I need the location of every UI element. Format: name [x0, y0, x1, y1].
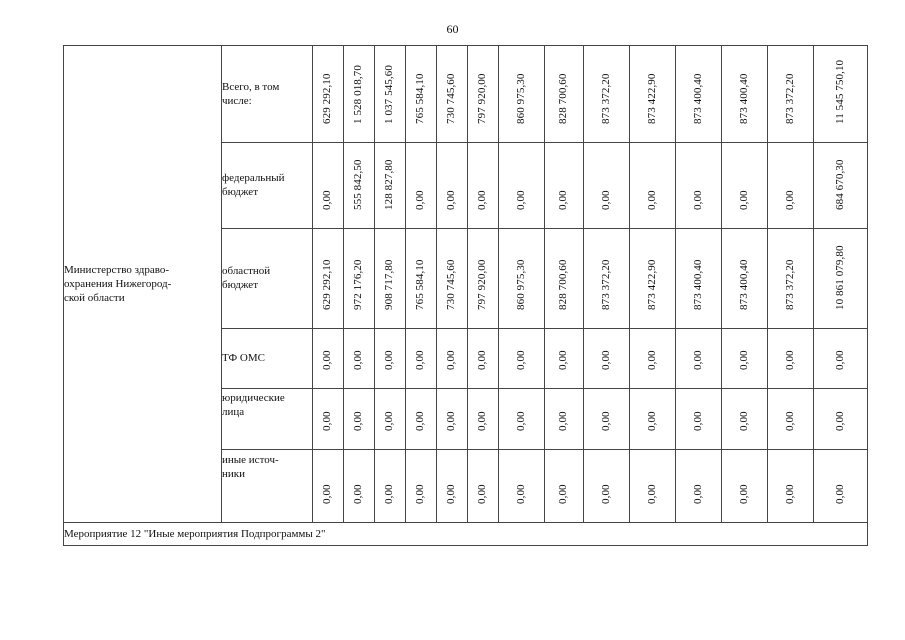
value-cell: [468, 450, 499, 523]
value-cell: [344, 143, 375, 229]
amount-value: 0,00: [783, 190, 796, 210]
value-cell: [630, 450, 676, 523]
value-cell: [313, 450, 344, 523]
amount-value: 0,00: [691, 411, 704, 431]
value-cell: [468, 46, 499, 143]
source-label: областной: [222, 265, 271, 277]
value-cell: [584, 229, 630, 329]
value-cell: [468, 229, 499, 329]
value-cell: [722, 389, 768, 450]
activity-footer: Мероприятие 12 "Иные мероприятия Подпрограммы 2": [64, 523, 868, 546]
value-cell: [437, 450, 468, 523]
value-cell: [375, 389, 406, 450]
amount-value: 0,00: [476, 411, 488, 431]
amount-value: 0,00: [645, 411, 658, 431]
amount-value: 0,00: [514, 411, 527, 431]
amount-value: 0,00: [414, 190, 426, 210]
amount-value: 0,00: [645, 484, 658, 504]
amount-value: 1 037 545,60: [383, 65, 395, 124]
source-cell: [222, 389, 313, 450]
value-cell: [814, 450, 868, 523]
amount-value: 730 745,60: [445, 73, 457, 124]
amount-value: 0,00: [321, 484, 333, 504]
value-cell: [344, 46, 375, 143]
value-cell: [768, 389, 814, 450]
value-cell: [814, 46, 868, 143]
amount-value: 0,00: [445, 190, 457, 210]
amount-value: 0,00: [833, 350, 846, 370]
value-cell: [768, 143, 814, 229]
value-cell: [437, 46, 468, 143]
amount-value: 873 400,40: [737, 73, 750, 124]
amount-value: 873 372,20: [783, 259, 796, 310]
amount-value: 0,00: [599, 411, 612, 431]
amount-value: 555 842,50: [352, 159, 364, 210]
amount-value: 0,00: [476, 350, 488, 370]
amount-value: 0,00: [557, 350, 569, 370]
amount-value: 0,00: [737, 190, 750, 210]
value-cell: [344, 450, 375, 523]
amount-value: 0,00: [783, 411, 796, 431]
value-cell: [545, 389, 584, 450]
value-cell: [406, 450, 437, 523]
value-cell: [630, 329, 676, 389]
source-cell: [222, 46, 313, 143]
value-cell: [584, 143, 630, 229]
value-cell: [406, 229, 437, 329]
amount-value: 10 861 079,80: [833, 245, 846, 310]
amount-value: 873 372,20: [599, 73, 612, 124]
amount-value: 828 700,60: [557, 73, 569, 124]
source-label: федеральный: [222, 172, 285, 184]
amount-value: 0,00: [833, 484, 846, 504]
source-label: числе:: [222, 95, 252, 107]
organization-cell: [64, 46, 222, 523]
value-cell: [313, 329, 344, 389]
amount-value: 629 292,10: [321, 259, 333, 310]
value-cell: [584, 329, 630, 389]
value-cell: [375, 229, 406, 329]
amount-value: 873 422,90: [645, 73, 658, 124]
amount-value: 0,00: [352, 350, 364, 370]
value-cell: [406, 143, 437, 229]
value-cell: [344, 329, 375, 389]
amount-value: 11 545 750,10: [833, 59, 846, 124]
value-cell: [313, 46, 344, 143]
amount-value: 128 827,80: [383, 159, 395, 210]
amount-value: 873 400,40: [691, 259, 704, 310]
value-cell: [468, 143, 499, 229]
source-cell: [222, 143, 313, 229]
value-cell: [584, 46, 630, 143]
source-label: юридические: [222, 392, 285, 404]
source-label: иные источ-: [222, 454, 279, 466]
amount-value: 0,00: [737, 350, 750, 370]
page-number: 60: [446, 22, 459, 36]
value-cell: [499, 450, 545, 523]
amount-value: 873 400,40: [691, 73, 704, 124]
amount-value: 0,00: [599, 350, 612, 370]
source-label: лица: [222, 406, 245, 418]
value-cell: [375, 143, 406, 229]
value-cell: [768, 329, 814, 389]
amount-value: 860 975,30: [514, 259, 527, 310]
organization-line: охранения Нижегород-: [64, 278, 172, 290]
amount-value: 0,00: [476, 190, 488, 210]
value-cell: [676, 450, 722, 523]
value-cell: [545, 450, 584, 523]
amount-value: 0,00: [645, 190, 658, 210]
amount-value: 0,00: [514, 190, 527, 210]
source-label: бюджет: [222, 186, 258, 198]
amount-value: 0,00: [321, 350, 333, 370]
value-cell: [375, 329, 406, 389]
amount-value: 0,00: [557, 484, 569, 504]
amount-value: 0,00: [691, 190, 704, 210]
value-cell: [722, 450, 768, 523]
value-cell: [437, 229, 468, 329]
value-cell: [468, 329, 499, 389]
amount-value: 0,00: [557, 190, 569, 210]
amount-value: 0,00: [783, 484, 796, 504]
value-cell: [768, 450, 814, 523]
amount-value: 0,00: [737, 484, 750, 504]
value-cell: [676, 229, 722, 329]
amount-value: 0,00: [383, 411, 395, 431]
value-cell: [313, 143, 344, 229]
amount-value: 0,00: [833, 411, 846, 431]
amount-value: 0,00: [599, 484, 612, 504]
amount-value: 908 717,80: [383, 259, 395, 310]
amount-value: 0,00: [383, 350, 395, 370]
amount-value: 873 400,40: [737, 259, 750, 310]
amount-value: 0,00: [414, 484, 426, 504]
amount-value: 972 176,20: [352, 259, 364, 310]
amount-value: 0,00: [737, 411, 750, 431]
value-cell: [630, 229, 676, 329]
value-cell: [499, 389, 545, 450]
source-cell: [222, 329, 313, 389]
value-cell: [584, 389, 630, 450]
value-cell: [499, 143, 545, 229]
value-cell: [768, 46, 814, 143]
value-cell: [499, 229, 545, 329]
value-cell: [375, 450, 406, 523]
amount-value: 0,00: [599, 190, 612, 210]
value-cell: [722, 229, 768, 329]
amount-value: 765 584,10: [414, 259, 426, 310]
value-cell: [344, 389, 375, 450]
amount-value: 0,00: [321, 411, 333, 431]
source-label: ники: [222, 468, 246, 480]
value-cell: [468, 389, 499, 450]
source-cell: [222, 450, 313, 523]
amount-value: 0,00: [557, 411, 569, 431]
value-cell: [814, 229, 868, 329]
amount-value: 0,00: [691, 350, 704, 370]
amount-value: 873 372,20: [599, 259, 612, 310]
amount-value: 873 422,90: [645, 259, 658, 310]
value-cell: [313, 389, 344, 450]
amount-value: 0,00: [383, 484, 395, 504]
amount-value: 797 920,00: [476, 73, 488, 124]
value-cell: [344, 229, 375, 329]
table-row: [64, 523, 868, 546]
amount-value: 0,00: [514, 484, 527, 504]
value-cell: [630, 389, 676, 450]
value-cell: [545, 229, 584, 329]
value-cell: [630, 46, 676, 143]
value-cell: [437, 389, 468, 450]
value-cell: [814, 329, 868, 389]
value-cell: [722, 143, 768, 229]
value-cell: [545, 46, 584, 143]
value-cell: [676, 329, 722, 389]
amount-value: 0,00: [352, 411, 364, 431]
value-cell: [499, 46, 545, 143]
source-cell: [222, 229, 313, 329]
amount-value: 0,00: [321, 190, 333, 210]
value-cell: [630, 143, 676, 229]
amount-value: 828 700,60: [557, 259, 569, 310]
amount-value: 0,00: [352, 484, 364, 504]
budget-table: [63, 45, 868, 546]
amount-value: 1 528 018,70: [352, 65, 364, 124]
value-cell: [545, 143, 584, 229]
organization-line: ской области: [64, 292, 125, 304]
source-label: ТФ ОМС: [222, 352, 265, 364]
value-cell: [406, 329, 437, 389]
amount-value: 0,00: [414, 350, 426, 370]
amount-value: 0,00: [476, 484, 488, 504]
amount-value: 730 745,60: [445, 259, 457, 310]
amount-value: 797 920,00: [476, 259, 488, 310]
amount-value: 684 670,30: [833, 159, 846, 210]
value-cell: [584, 450, 630, 523]
amount-value: 873 372,20: [783, 73, 796, 124]
value-cell: [375, 46, 406, 143]
amount-value: 0,00: [445, 411, 457, 431]
source-label: бюджет: [222, 279, 258, 291]
table-row: [64, 46, 868, 143]
value-cell: [406, 389, 437, 450]
amount-value: 765 584,10: [414, 73, 426, 124]
source-label: Всего, в том: [222, 81, 280, 93]
value-cell: [722, 329, 768, 389]
value-cell: [814, 143, 868, 229]
amount-value: 0,00: [783, 350, 796, 370]
value-cell: [676, 46, 722, 143]
amount-value: 0,00: [645, 350, 658, 370]
value-cell: [722, 46, 768, 143]
amount-value: 0,00: [691, 484, 704, 504]
value-cell: [676, 143, 722, 229]
amount-value: 860 975,30: [514, 73, 527, 124]
amount-value: 629 292,10: [321, 73, 333, 124]
amount-value: 0,00: [414, 411, 426, 431]
amount-value: 0,00: [445, 484, 457, 504]
value-cell: [437, 143, 468, 229]
value-cell: [545, 329, 584, 389]
value-cell: [437, 329, 468, 389]
value-cell: [676, 389, 722, 450]
value-cell: [313, 229, 344, 329]
value-cell: [768, 229, 814, 329]
amount-value: 0,00: [514, 350, 527, 370]
value-cell: [814, 389, 868, 450]
amount-value: 0,00: [445, 350, 457, 370]
value-cell: [499, 329, 545, 389]
value-cell: [406, 46, 437, 143]
organization-line: Министерство здраво-: [64, 264, 169, 276]
